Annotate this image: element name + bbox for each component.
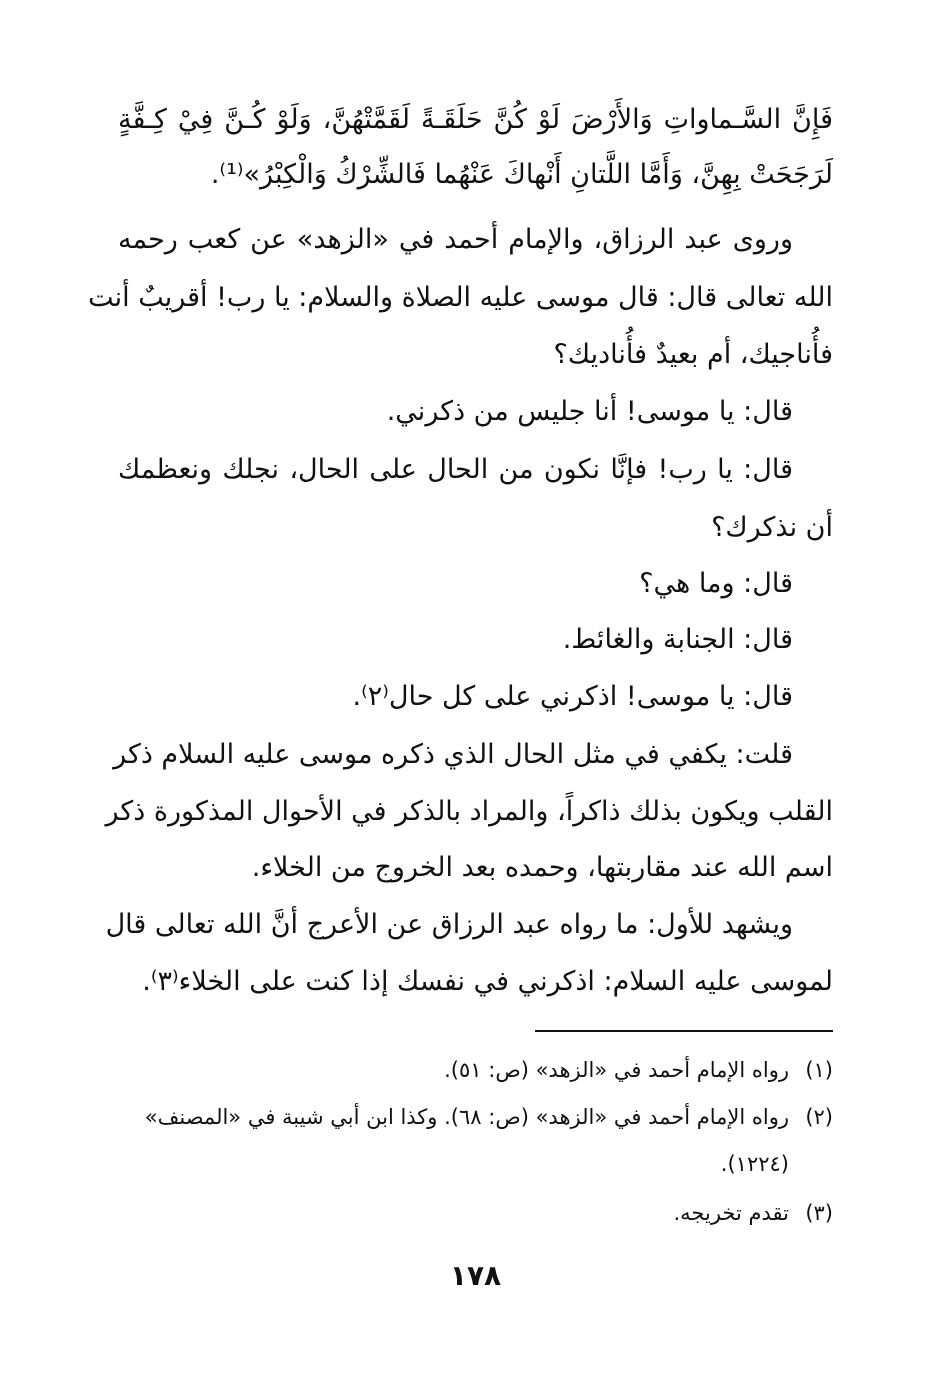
footnote-separator (535, 1030, 833, 1032)
footnote-2-text: رواه الإمام أحمد في «الزهد» (ص: ٦٨). وكذا ابن أبي شيبة في «المصنف» (144, 1105, 789, 1129)
text-line-6: قال: يا موسى! أنا جليس من ذكرني. (386, 396, 793, 427)
text-line-5: فأُناجيك، أم بعيدٌ فأُناديك؟ (553, 339, 833, 370)
text-line-2: لَرَجَحَتْ بِهِنَّ، وَأَمَّا اللَّتانِ أَنْهاكَ عَنْهُما فَالشِّرْكُ وَالْكِبْرُ»⁽¹⁾. (210, 159, 833, 190)
text-line-3: وروى عبد الرزاق، والإمام أحمد في «الزهد» عن كعب رحمه (118, 224, 793, 255)
text-line-9: قال: وما هي؟ (639, 568, 793, 599)
page-number: ١٧٨ (449, 1259, 502, 1292)
footnote-3 (118, 1197, 833, 1229)
footnote-2-number: (٢) (805, 1105, 833, 1129)
text-line-10: قال: الجنابة والغائط. (562, 624, 793, 655)
text-line-4: الله تعالى قال: قال موسى عليه الصلاة والسلام: يا رب! أقريبٌ أنت (88, 282, 833, 313)
text-line-7: قال: يا رب! فإنَّا نكون من الحال على الحال، نجلك ونعظمك (118, 454, 793, 485)
text-line-1: فَإِنَّ السَّـماواتِ وَالأَرْضَ لَوْ كُنَّ حَلَقَـةً لَقَمَّتْهُنَّ، وَلَوْ كُـنَّ فِيْ كِـفَّةٍ (118, 104, 833, 135)
footnote-3-number: (٣) (805, 1201, 833, 1225)
footnote-2 (118, 1101, 833, 1133)
footnote-3-text: تقدم تخريجه. (673, 1201, 789, 1225)
text-line-8: أن نذكرك؟ (711, 512, 833, 543)
footnote-2-continuation: (١٢٢٤). (720, 1152, 789, 1176)
footnote-1-text: رواه الإمام أحمد في «الزهد» (ص: ٥١). (444, 1058, 789, 1082)
text-line-11: قال: يا موسى! اذكرني على كل حال⁽٢⁾. (352, 681, 793, 712)
footnote-1 (118, 1054, 833, 1086)
text-line-14: اسم الله عند مقاربتها، وحمده بعد الخروج من الخلاء. (251, 852, 833, 883)
text-line-13: القلب ويكون بذلك ذاكراً، والمراد بالذكر في الأحوال المذكورة ذكر (105, 796, 833, 827)
text-line-16: لموسى عليه السلام: اذكرني في نفسك إذا كنت على الخلاء⁽٣⁾. (142, 966, 833, 997)
text-line-15: ويشهد للأول: ما رواه عبد الرزاق عن الأعرج أنَّ الله تعالى قال (105, 909, 793, 940)
text-line-12: قلت: يكفي في مثل الحال الذي ذكره موسى عليه السلام ذكر (113, 739, 793, 770)
footnote-1-number: (١) (805, 1058, 833, 1082)
